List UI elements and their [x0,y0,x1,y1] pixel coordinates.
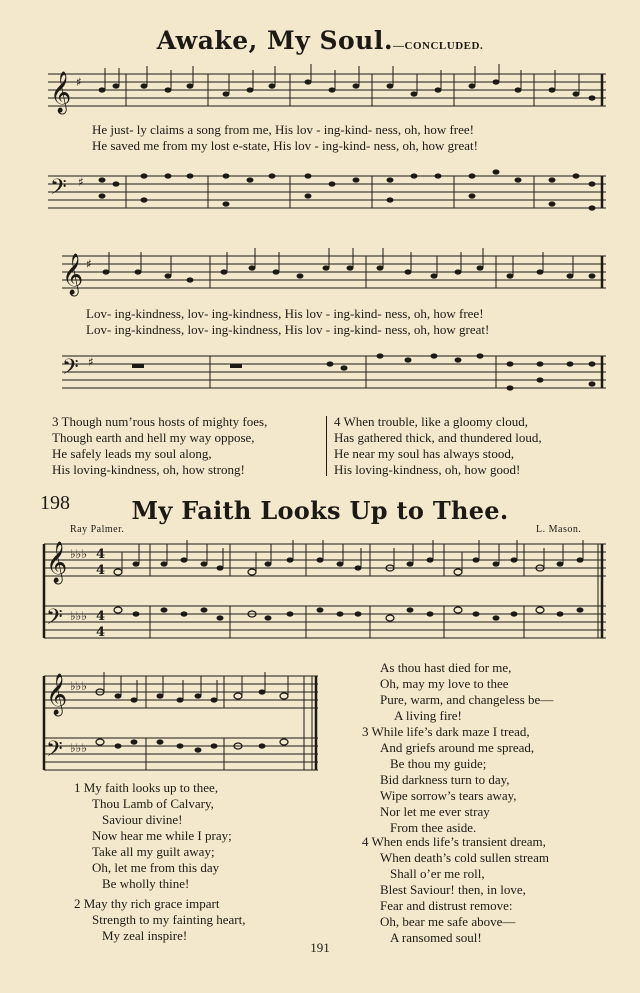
verse-line: He near my soul has always stood, [334,446,515,461]
verse-line: 4 When trouble, like a gloomy cloud, [334,414,528,429]
svg-text:𝄞: 𝄞 [46,674,68,715]
verse-line: Saviour divine! [102,812,183,827]
verse-line: Blest Saviour! then, in love, [380,882,526,897]
verse-line: Oh, may my love to thee [380,676,509,691]
verse-line: Wipe sorrow’s tears away, [380,788,517,803]
verse-line: And griefs around me spread, [380,740,535,755]
page-number: 191 [310,940,330,955]
verse-line: 3 While life’s dark maze I tread, [362,724,530,739]
svg-text:♭♭♭: ♭♭♭ [70,609,87,623]
svg-text:♭♭♭: ♭♭♭ [70,547,87,561]
hymn2-verse2 [74,896,245,944]
hymn1-system1-lyric-2: He saved me from my lost e-state, His lov - ing-kind- ness, oh, how great! [92,138,478,153]
svg-text:♭♭♭: ♭♭♭ [70,741,87,755]
verse-line: As thou hast died for me, [380,660,512,675]
hymn2-verse3 [362,724,534,836]
svg-text:𝄢: 𝄢 [62,355,79,385]
verse-line: 3 Though num’rous hosts of mighty foes, [52,414,268,429]
verse-divider [326,416,327,476]
verse-line: 1 My faith looks up to thee, [74,780,219,795]
verse-line: Take all my guilt away; [92,844,215,859]
verse-line: His loving-kindness, oh, how strong! [52,462,245,477]
hymn1-system2-lyric-1: Lov- ing-kindness, lov- ing-kindness, His lov - ing-kind- ness, oh, how free! [86,306,484,321]
verse-line: Though earth and hell my way oppose, [52,430,255,445]
verse-line: My zeal inspire! [102,928,188,943]
svg-text:𝄞: 𝄞 [50,72,72,113]
hymn1-verse4 [334,414,542,478]
hymn1-verse3 [52,414,267,478]
svg-text:𝄢: 𝄢 [46,605,63,635]
hymn2-verse4 [362,834,549,946]
svg-text:4: 4 [96,547,106,562]
svg-text:4: 4 [96,563,106,578]
hymn-number: 198 [40,492,70,514]
hymn2-composer: L. Mason. [536,524,582,535]
verse-line: He safely leads my soul along, [52,446,212,461]
verse-line: Be wholly thine! [102,876,190,891]
hymn1-system1-lyric-1: He just- ly claims a song from me, His lov - ing-kind- ness, oh, how free! [92,122,474,137]
hymn1-title-text: Awake, My Soul. [156,26,394,55]
hymn1-subtitle: —CONCLUDED. [393,40,484,52]
hymn2-system1-grand-staff [40,536,610,646]
verse-line: When death’s cold sullen stream [380,850,549,865]
hymn1-system2-bass-staff [40,348,610,398]
verse-line: Pure, warm, and changeless be— [380,692,554,707]
hymn2-verse2-continued [362,660,553,724]
hymn2-verse1 [74,780,232,892]
verse-line: A ransomed soul! [390,930,482,945]
hymn1-system1-bass-staff [40,168,610,218]
verse-line: Bid darkness turn to day, [380,772,510,787]
verse-line: Nor let me ever stray [380,804,490,819]
hymn1-system2-treble-staff [40,248,610,298]
svg-text:♯: ♯ [86,257,92,271]
svg-text:4: 4 [96,625,106,640]
verse-line: Oh, let me from this day [92,860,220,875]
svg-text:♯: ♯ [78,175,84,189]
verse-line: His loving-kindness, oh, how good! [334,462,521,477]
svg-text:𝄢: 𝄢 [46,737,63,767]
hymn1-system1-treble-staff [40,66,610,116]
verse-line: 4 When ends life’s transient dream, [362,834,546,849]
hymn2-author: Ray Palmer. [70,524,125,535]
verse-line: Oh, bear me safe above— [380,914,516,929]
svg-text:𝄞: 𝄞 [46,542,68,583]
verse-line: Fear and distrust remove: [380,898,513,913]
svg-text:𝄞: 𝄞 [62,254,84,295]
svg-text:♯: ♯ [76,75,82,89]
svg-text:♯: ♯ [88,355,94,369]
svg-text:𝄢: 𝄢 [50,175,67,205]
verse-line: 2 May thy rich grace impart [74,896,220,911]
verse-line: From thee aside. [390,820,477,835]
hymn2-system2-grand-staff [40,668,330,778]
hymn1-system2-lyric-2: Lov- ing-kindness, lov- ing-kindness, His lov - ing-kind- ness, oh, how great! [86,322,490,337]
svg-text:♭♭♭: ♭♭♭ [70,679,87,693]
verse-line: A living fire! [394,708,462,723]
verse-line: Shall o’er me roll, [390,866,485,881]
verse-line: Strength to my fainting heart, [92,912,246,927]
verse-line: Now hear me while I pray; [92,828,232,843]
verse-line: Has gathered thick, and thundered loud, [334,430,542,445]
svg-text:4: 4 [96,609,106,624]
hymn1-title [0,26,640,55]
verse-line: Thou Lamb of Calvary, [92,796,214,811]
hymn2-title: My Faith Looks Up to Thee. [131,496,509,525]
verse-line: Be thou my guide; [390,756,487,771]
